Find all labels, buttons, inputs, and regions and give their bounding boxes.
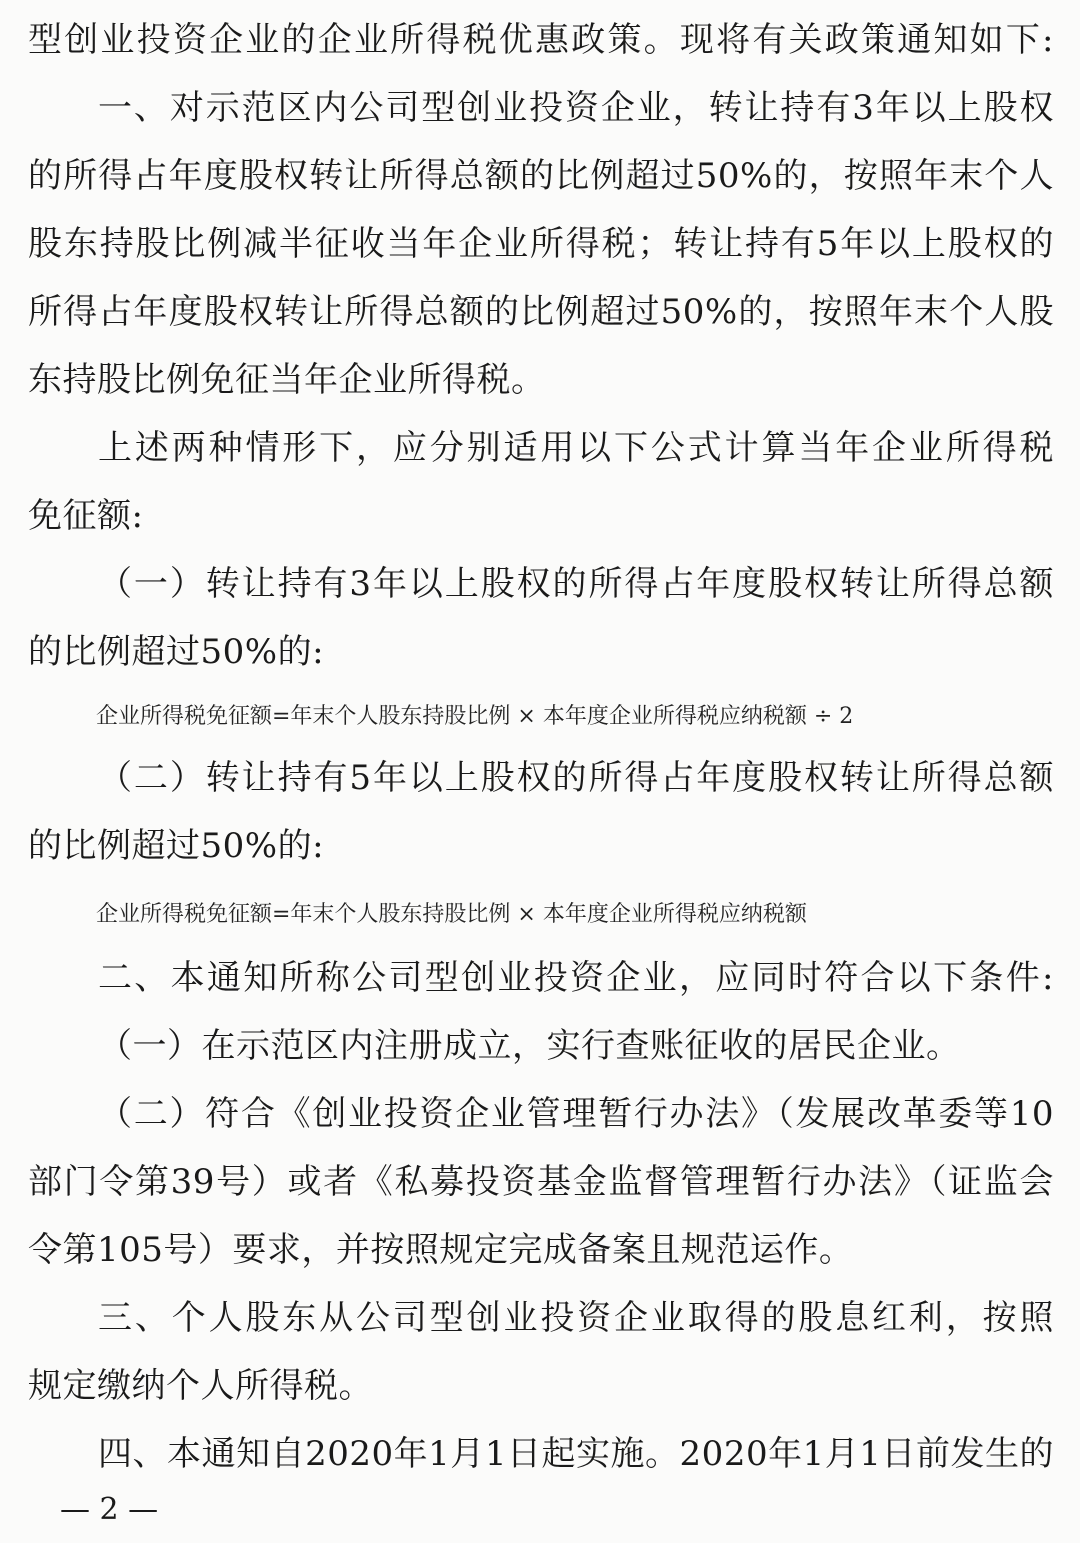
page-number: — 2 — bbox=[60, 1492, 159, 1527]
subsection-two-line: （二）转让持有5年以上股权的所得占年度股权转让所得总额 bbox=[98, 758, 1054, 798]
body-line: 所得占年度股权转让所得总额的比例超过50%的，按照年末个人股 bbox=[28, 292, 1054, 332]
body-line: 的比例超过50%的: bbox=[28, 632, 325, 672]
formula-full-exemption: 企业所得税免征额=年末个人股东持股比例 × 本年度企业所得税应纳税额 bbox=[96, 902, 807, 927]
subsection-one-line: （一）转让持有3年以上股权的所得占年度股权转让所得总额 bbox=[98, 564, 1054, 604]
body-line: 型创业投资企业的企业所得税优惠政策。现将有关政策通知如下: bbox=[28, 20, 1054, 60]
body-line: 的比例超过50%的: bbox=[28, 826, 325, 866]
body-line: 的所得占年度股权转让所得总额的比例超过50%的，按照年末个人 bbox=[28, 156, 1054, 196]
body-line: 股东持股比例减半征收当年企业所得税；转让持有5年以上股权的 bbox=[28, 224, 1054, 264]
formula-half-exemption: 企业所得税免征额=年末个人股东持股比例 × 本年度企业所得税应纳税额 ÷ 2 bbox=[96, 704, 854, 729]
body-line: 令第105号）要求，并按照规定完成备案且规范运作。 bbox=[28, 1230, 854, 1270]
body-line: 部门令第39号）或者《私募投资基金监督管理暂行办法》（证监会 bbox=[28, 1162, 1054, 1202]
condition-one-line: （一）在示范区内注册成立，实行查账征收的居民企业。 bbox=[98, 1026, 961, 1066]
body-line: 规定缴纳个人所得税。 bbox=[28, 1366, 373, 1406]
section-two-heading-line: 二、本通知所称公司型创业投资企业，应同时符合以下条件: bbox=[98, 958, 1054, 998]
condition-two-line: （二）符合《创业投资企业管理暂行办法》（发展改革委等10 bbox=[98, 1094, 1054, 1134]
section-four-heading-line: 四、本通知自2020年1月1日起实施。2020年1月1日前发生的 bbox=[98, 1434, 1054, 1474]
body-line: 东持股比例免征当年企业所得税。 bbox=[28, 360, 546, 400]
section-one-heading-line: 一、对示范区内公司型创业投资企业，转让持有3年以上股权 bbox=[98, 88, 1054, 128]
body-line: 免征额: bbox=[28, 496, 144, 536]
body-line: 上述两种情形下，应分别适用以下公式计算当年企业所得税 bbox=[98, 428, 1054, 468]
section-three-heading-line: 三、个人股东从公司型创业投资企业取得的股息红利，按照 bbox=[98, 1298, 1054, 1338]
